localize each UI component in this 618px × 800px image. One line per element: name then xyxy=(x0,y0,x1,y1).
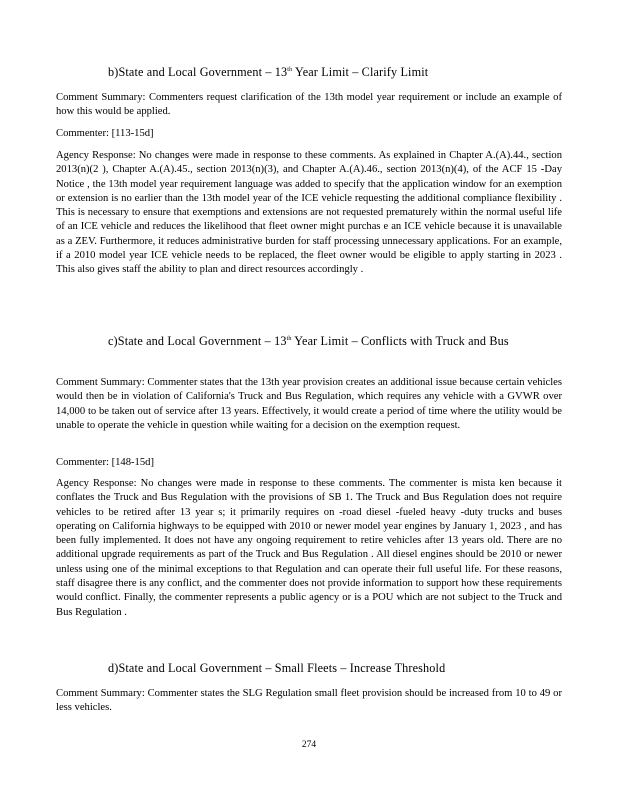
heading-text: State and Local Government – Small Fleets – Increase Threshold xyxy=(118,661,446,675)
heading-label: b) xyxy=(108,65,119,79)
comment-summary-b: Comment Summary: Commenters request clarification of the 13th model year requirement or include an example of how this would be applied. xyxy=(56,92,562,117)
heading-text: State and Local Government – 13 xyxy=(118,65,288,79)
page-number: 274 xyxy=(301,740,317,750)
heading-label: c) xyxy=(108,334,118,348)
heading-label: d) xyxy=(108,661,119,675)
heading-text-end: Year Limit – Clarify Limit xyxy=(292,65,429,79)
section-heading-d xyxy=(56,660,562,676)
commenter-b: Commenter: [113-15d] xyxy=(56,128,154,139)
heading-superscript: th xyxy=(287,67,293,73)
agency-response-b: Agency Response: No changes were made in response to these comments. As explained in Chapter A.(A).44., section 2013(n)(2 ), Chapter A.(A).45., section 2013(n)(3), and Chapter A.(A).46., section 2013(n)(4), of the ACF 15 -Day Notice , the 13th model year requirement language was added to specify that the application window for an exemption or extension is no earlier than the 13th model year of the ICE vehicle requesting the additional compliance flexibility . This is necessary to ensure that exemptions and extensions are not requested prematurely within the normal useful life of an ICE vehicle and reduces the likelihood that fleet owner might purchas e an ICE vehicle because it is unavailable as a ZEV. Furthermore, it reduces administrative burden for staff processing unnecessary applications. For an example, if a 2010 model year ICE vehicle needs to be replaced, the fleet owner would be eligible to apply starting in 2023 . This also gives staff the ability to plan and direct resources accordingly . xyxy=(56,150,562,276)
comment-summary-d: Comment Summary: Commenter states the SLG Regulation small fleet provision should be increased from 10 to 49 or less vehicles. xyxy=(56,688,562,713)
section-heading-c xyxy=(56,333,562,349)
heading-text: State and Local Government – 13 xyxy=(117,334,287,348)
heading-text-end: Year Limit – Conflicts with Truck and Bus xyxy=(291,334,509,348)
agency-response-c: Agency Response: No changes were made in response to these comments. The commenter is mista ken because it conflates the Truck and Bus Regulation with the provisions of SB 1. The Truck and Bus Regulation does not require vehicles to be retired after 13 year s; it primarily requires on -road diesel -fueled heavy -duty trucks and buses operating on California highways to be equipped with 2010 or newer model year engines by January 1, 2023 , and has been fully implemented. It does not have any ongoing requirement to retire vehicles after 13 years old. There are no additional upgrade requirements as part of the Truck and Bus Regulation . All diesel engines should be 2010 or newer unless using one of the minimal exceptions to that Regulation and can operate their full useful life. For these reasons, staff disagree there is any conflict, and the commenter does not provide information to support how these requirements would conflict. Finally, the commenter represents a public agency or is a POU which are not subject to the Truck and Bus Regulation . xyxy=(56,478,562,618)
commenter-c: Commenter: [148-15d] xyxy=(56,457,154,468)
heading-superscript: th xyxy=(286,336,292,342)
section-heading-b xyxy=(56,64,562,80)
comment-summary-c: Comment Summary: Commenter states that the 13th year provision creates an additional issue because certain vehicles would then be in violation of California's Truck and Bus Regulation, which requires any vehicle with a GVWR over 14,000 to be taken out of service after 13 years. Effectively, it would create a period of time where the utility would be unable to operate the vehicle in question while waiting for a decision on the exemption request. xyxy=(56,377,562,431)
